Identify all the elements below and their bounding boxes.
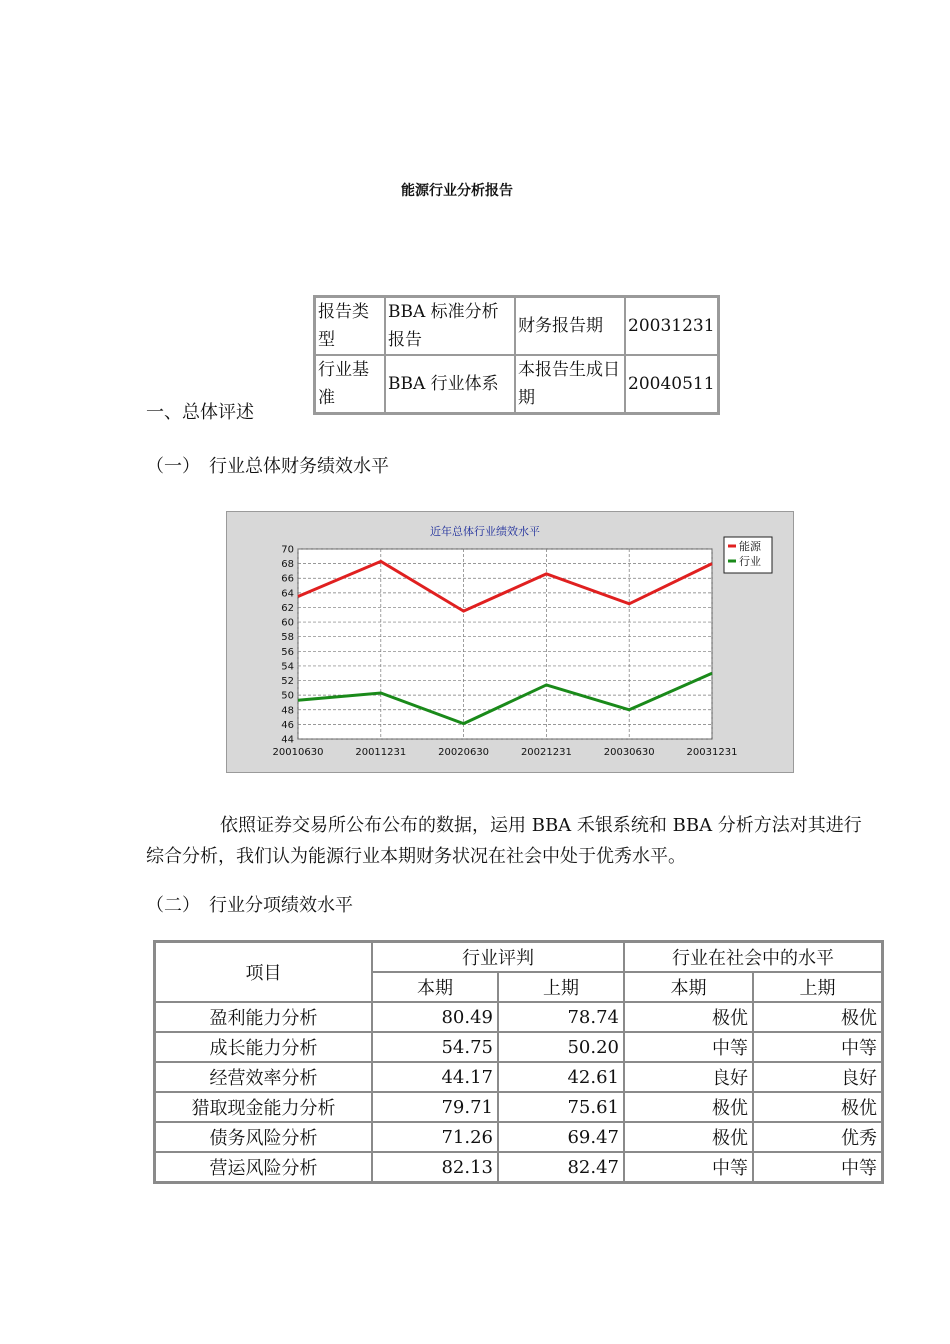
table-cell: 报告类型: [315, 297, 385, 355]
row-item: 盈利能力分析: [155, 1002, 372, 1032]
table-cell: BBA 行业体系: [385, 355, 515, 413]
y-tick-label: 66: [281, 573, 294, 585]
header-group-level: 行业在社会中的水平: [624, 942, 882, 972]
y-tick-label: 52: [281, 676, 294, 688]
table-row: [155, 1002, 882, 1032]
header-current: 本期: [372, 972, 498, 1002]
subsection-heading: （二） 行业分项绩效水平: [146, 895, 353, 916]
section-heading: 一、总体评述: [146, 402, 254, 423]
page-title: 能源行业分析报告: [401, 183, 513, 199]
level-previous: 良好: [753, 1062, 882, 1092]
score-previous: 78.74: [498, 1002, 624, 1032]
performance-chart: [226, 511, 794, 773]
score-current: 82.13: [372, 1152, 498, 1182]
level-current: 极优: [624, 1092, 753, 1122]
row-item: 猎取现金能力分析: [155, 1092, 372, 1122]
legend-label: 行业: [739, 555, 761, 568]
table-cell: BBA 标准分析报告: [385, 297, 515, 355]
header-previous: 上期: [498, 972, 624, 1002]
score-previous: 42.61: [498, 1062, 624, 1092]
table-row: [155, 1152, 882, 1182]
report-info-table: [313, 295, 720, 415]
header-item: 项目: [155, 942, 372, 1002]
table-row: [155, 1032, 882, 1062]
level-previous: 极优: [753, 1092, 882, 1122]
y-tick-label: 56: [281, 646, 294, 658]
score-current: 71.26: [372, 1122, 498, 1152]
score-current: 80.49: [372, 1002, 498, 1032]
level-current: 中等: [624, 1032, 753, 1062]
level-previous: 中等: [753, 1152, 882, 1182]
score-current: 44.17: [372, 1062, 498, 1092]
x-tick-label: 20020630: [438, 747, 490, 758]
table-cell: 财务报告期: [515, 297, 625, 355]
y-tick-label: 64: [281, 588, 294, 600]
level-current: 极优: [624, 1002, 753, 1032]
level-current: 良好: [624, 1062, 753, 1092]
table-row: [315, 297, 718, 355]
table-row: [315, 355, 718, 413]
level-current: 极优: [624, 1122, 753, 1152]
header-group-rating: 行业评判: [372, 942, 624, 972]
table-header-row: [155, 942, 882, 972]
x-tick-label: 20031231: [686, 747, 738, 758]
legend-label: 能源: [739, 540, 761, 553]
table-row: [155, 1062, 882, 1092]
level-previous: 中等: [753, 1032, 882, 1062]
row-item: 营运风险分析: [155, 1152, 372, 1182]
y-tick-label: 50: [281, 690, 294, 702]
y-tick-label: 54: [281, 661, 294, 673]
level-previous: 优秀: [753, 1122, 882, 1152]
y-tick-label: 58: [281, 632, 294, 644]
y-tick-label: 62: [281, 602, 294, 614]
table-cell: 行业基准: [315, 355, 385, 413]
table-row: [155, 1122, 882, 1152]
x-tick-label: 20021231: [520, 747, 572, 758]
score-previous: 69.47: [498, 1122, 624, 1152]
table-row: [155, 1092, 882, 1122]
chart-title: 近年总体行业绩效水平: [430, 525, 540, 538]
header-current: 本期: [624, 972, 753, 1002]
table-cell: 20040511: [625, 355, 718, 413]
row-item: 经营效率分析: [155, 1062, 372, 1092]
plot-area: [298, 549, 712, 739]
subsection-heading: （一） 行业总体财务绩效水平: [146, 456, 389, 477]
y-tick-label: 46: [281, 719, 294, 731]
x-tick-label: 20030630: [603, 747, 655, 758]
y-tick-label: 44: [281, 734, 294, 746]
row-item: 成长能力分析: [155, 1032, 372, 1062]
scores-table: [153, 940, 884, 1184]
y-tick-label: 60: [281, 617, 294, 629]
score-previous: 50.20: [498, 1032, 624, 1062]
score-current: 79.71: [372, 1092, 498, 1122]
table-cell: 本报告生成日期: [515, 355, 625, 413]
x-tick-label: 20010630: [272, 747, 324, 758]
y-tick-label: 70: [281, 544, 294, 556]
x-tick-label: 20011231: [355, 747, 407, 758]
table-cell: 20031231: [625, 297, 718, 355]
row-item: 债务风险分析: [155, 1122, 372, 1152]
header-previous: 上期: [753, 972, 882, 1002]
summary-paragraph: 依照证券交易所公布公布的数据，运用 BBA 禾银系统和 BBA 分析方法对其进行综合分析，我们认为能源行业本期财务状况在社会中处于优秀水平。: [146, 815, 862, 867]
y-tick-label: 48: [281, 705, 294, 717]
level-previous: 极优: [753, 1002, 882, 1032]
score-previous: 75.61: [498, 1092, 624, 1122]
score-previous: 82.47: [498, 1152, 624, 1182]
y-tick-label: 68: [281, 559, 294, 571]
chart-svg: [226, 511, 794, 773]
score-current: 54.75: [372, 1032, 498, 1062]
level-current: 中等: [624, 1152, 753, 1182]
